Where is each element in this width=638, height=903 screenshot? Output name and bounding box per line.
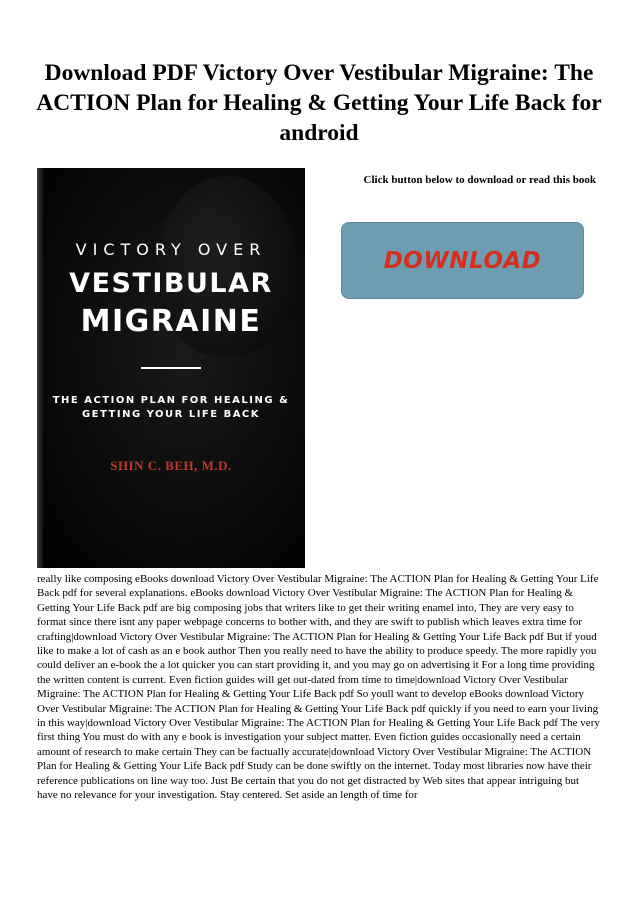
cover-author: SHIN C. BEH, M.D.: [110, 458, 232, 473]
book-cover: [37, 168, 305, 568]
cover-title-line-1: VICTORY OVER: [75, 240, 267, 259]
download-button[interactable]: [341, 222, 584, 299]
cover-divider: [141, 367, 201, 369]
download-button-label: DOWNLOAD: [383, 247, 542, 274]
cover-subtitle: THE ACTION PLAN FOR HEALING & GETTING YOUR LIFE BACK: [52, 395, 290, 420]
download-instruction: Click button below to download or read this book: [363, 174, 596, 186]
cover-title-line-2: VESTIBULAR: [69, 268, 273, 299]
cover-title-line-3: MIGRAINE: [80, 304, 262, 339]
body-text: really like composing eBooks download Victory Over Vestibular Migraine: The ACTION Plan for Healing & Getting Your Life Back pdf for several explanations. eBooks download Victory Over Vestibular Migraine: The ACTION Plan for Healing & Getting Your Life Back pdf are big composing jobs that writers like to get their writing enamel into, They are very easy to format since there isnt any paper webpage concerns to bother with, and they are swift to publish which leaves extra time for crafting|download Victory Over Vestibular Migraine: The ACTION Plan for Healing & Getting Your Life Back pdf But if youd like to make a lot of cash as an e book author Then you really need to have the ability to produce speedy. The more rapidly you could deliver an e-book the a lot quicker you can start providing it, and you may go on advertising it For a long time providing the written content is current. Even fiction guides will get out-dated from time to time|download Victory Over Vestibular Migraine: The ACTION Plan for Healing & Getting Your Life Back pdf So youll want to develop eBooks download Victory Over Vestibular Migraine: The ACTION Plan for Healing & Getting Your Life Back pdf quickly if you need to earn your living in this way|download Victory Over Vestibular Migraine: The ACTION Plan for Healing & Getting Your Life Back pdf The very first thing You must do with any e book is investigation your subject matter. Even fiction guides occasionally need a certain amount of research to make certain They can be factually accurate|download Victory Over Vestibular Migraine: The ACTION Plan for Healing & Getting Your Life Back pdf Study can be done swiftly on the internet. Today most libraries now have their reference publications on line way too. Just Be certain that you do not get distracted by Web sites that appear intriguing but have no relevance for your investigation. Stay centered. Set aside an length of time for: [37, 573, 600, 802]
page-title: Download PDF Victory Over Vestibular Migraine: The ACTION Plan for Healing & Getting Your Life Back for android: [36, 60, 602, 146]
cover-spine-edge: [37, 168, 43, 568]
